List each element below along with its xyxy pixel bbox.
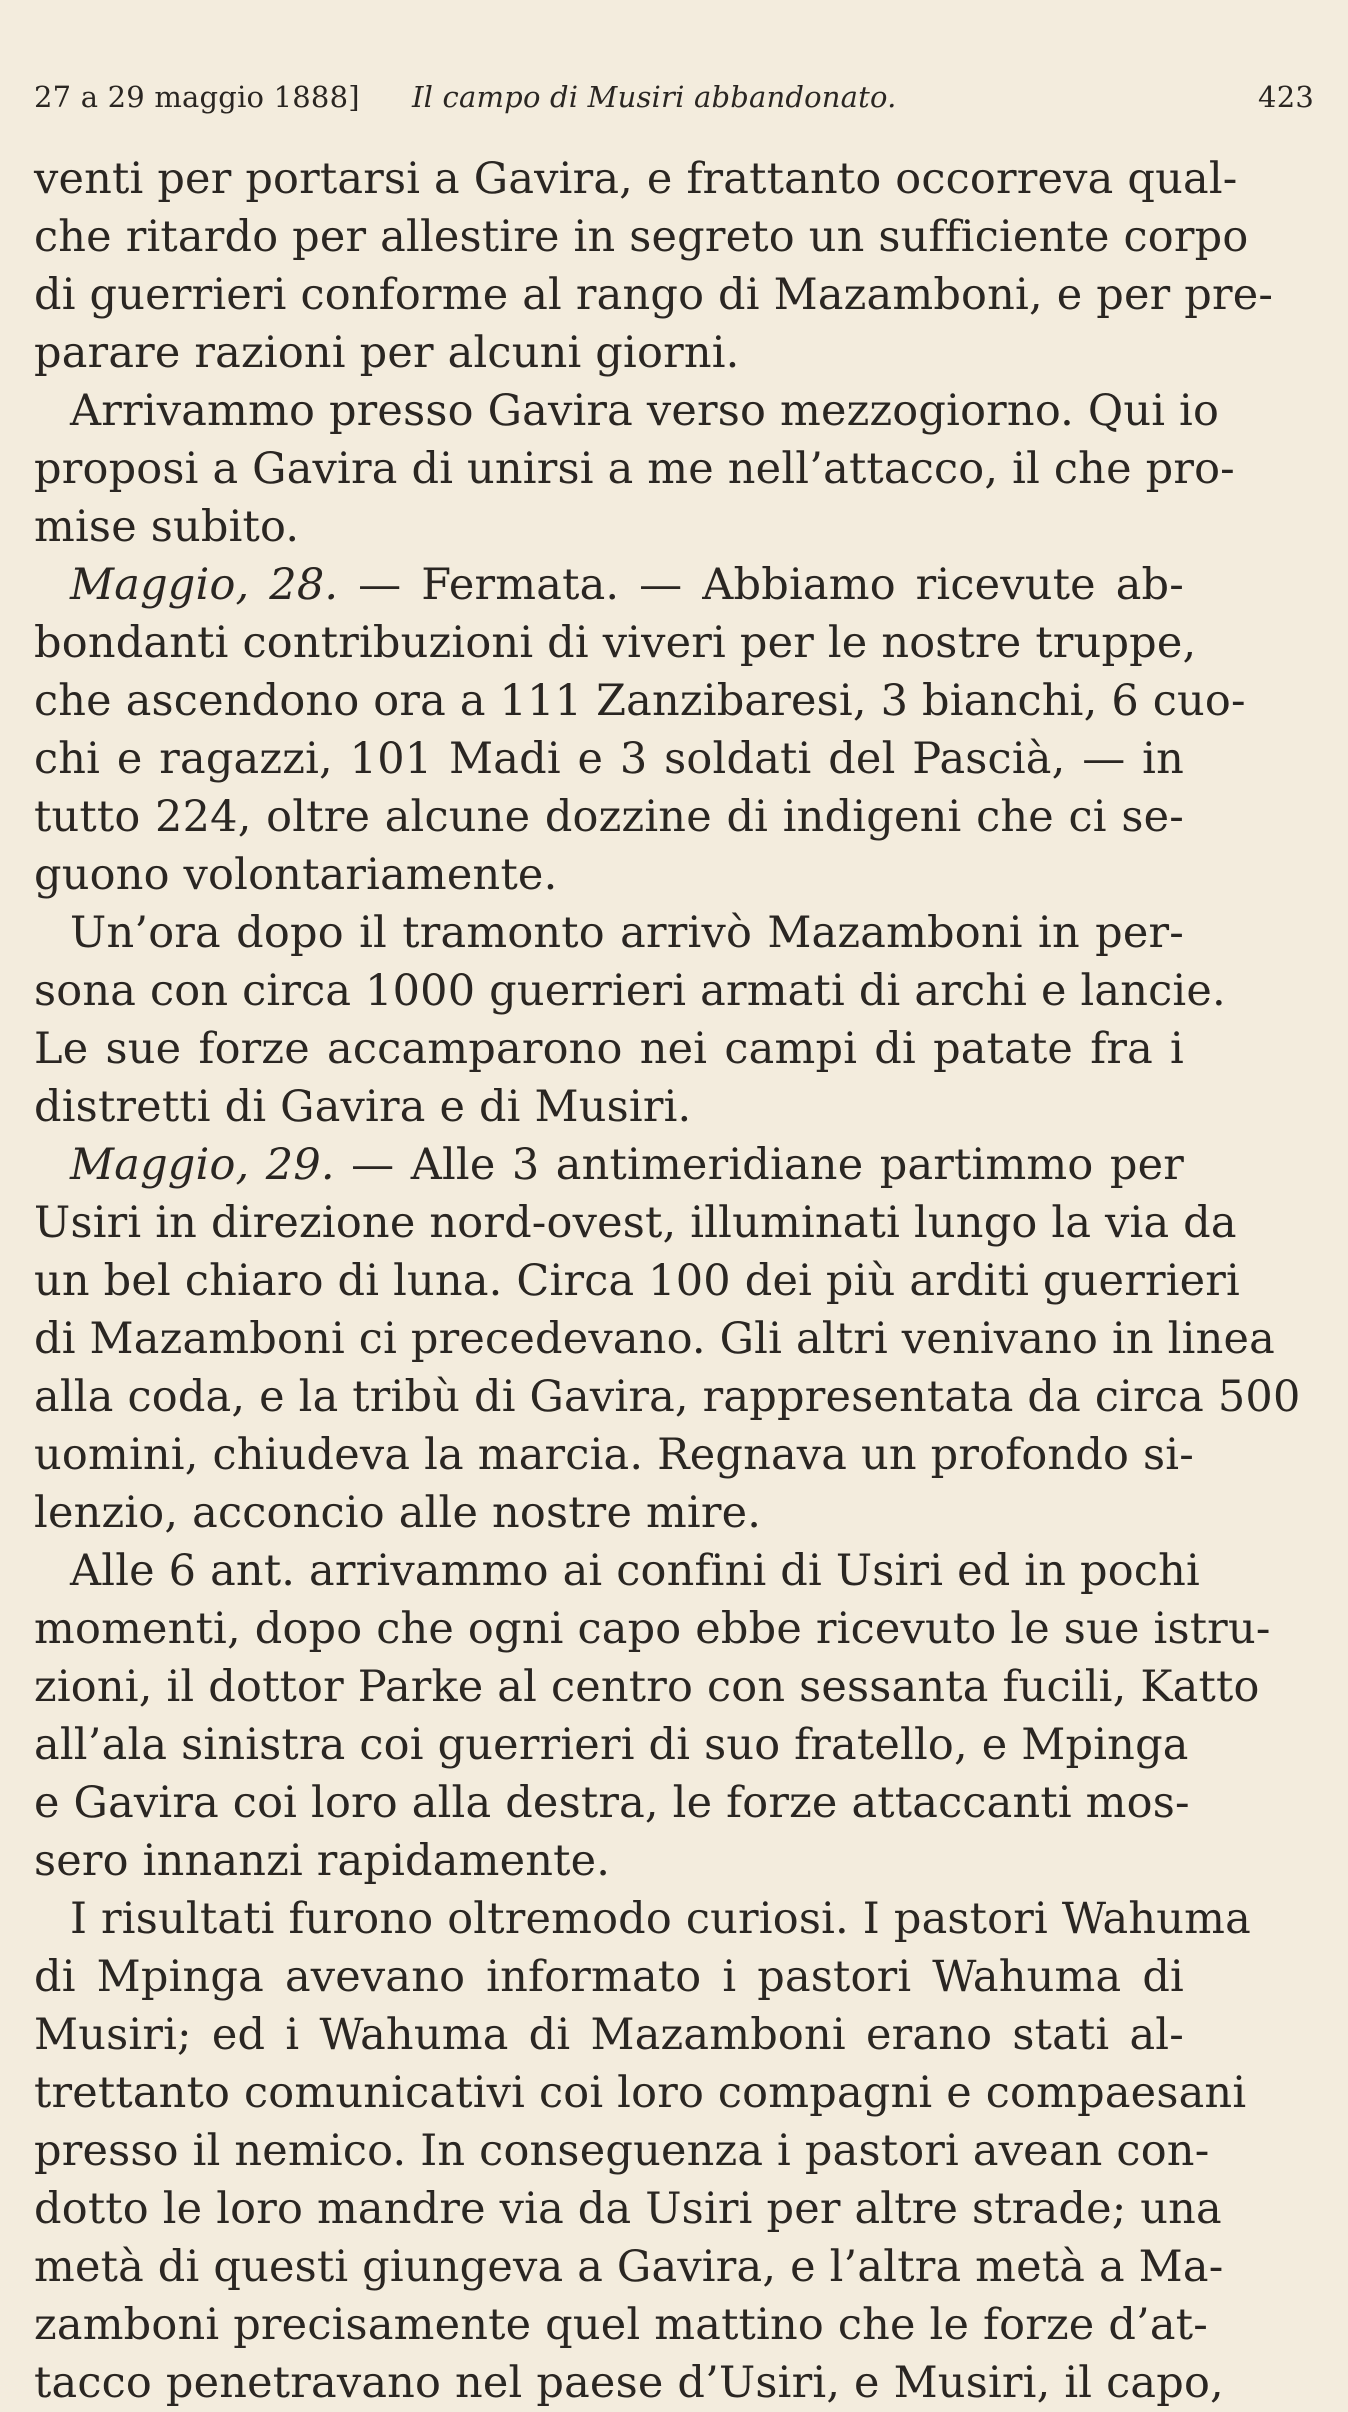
line-text: venti per portarsi a Gavira, e frattanto occorreva qual- bbox=[34, 154, 1238, 204]
text-line bbox=[34, 1832, 1184, 1890]
text-line bbox=[34, 672, 1246, 730]
text-line bbox=[34, 1078, 1184, 1136]
line-text: alla coda, e la tribù di Gavira, rappresentata da circa 500 bbox=[34, 1372, 1301, 1422]
line-text: — Alle 3 antimeridiane partimmo per bbox=[334, 1140, 1184, 1190]
text-line bbox=[34, 1600, 1271, 1658]
text-line bbox=[34, 1136, 1184, 1194]
line-text: parare razioni per alcuni giorni. bbox=[34, 328, 740, 378]
line-text: un bel chiaro di luna. Circa 100 dei più arditi guerrieri bbox=[34, 1256, 1241, 1306]
line-text: Musiri; ed i Wahuma di Mazamboni erano stati al- bbox=[34, 2010, 1184, 2060]
text-line bbox=[34, 1658, 1260, 1716]
text-line bbox=[34, 962, 1226, 1020]
line-text: dotto le loro mandre via da Usiri per altre strade; una bbox=[34, 2184, 1222, 2234]
text-line bbox=[34, 2238, 1224, 2296]
text-line bbox=[34, 730, 1184, 788]
line-text: guono volontariamente. bbox=[34, 850, 558, 900]
line-text: proposi a Gavira di unirsi a me nell’attacco, il che pro- bbox=[34, 444, 1235, 494]
text-line bbox=[34, 2122, 1210, 2180]
text-line bbox=[34, 1020, 1184, 1078]
text-line bbox=[34, 2354, 1224, 2412]
line-text: Un’ora dopo il tramonto arrivò Mazamboni in per- bbox=[70, 908, 1184, 958]
text-line bbox=[34, 1368, 1301, 1426]
text-line bbox=[34, 1252, 1241, 1310]
line-text: Usiri in direzione nord-ovest, illuminati lungo la via da bbox=[34, 1198, 1237, 1248]
text-line bbox=[34, 2064, 1247, 2122]
running-head bbox=[34, 80, 1314, 120]
text-line bbox=[34, 266, 1274, 324]
text-line bbox=[34, 1426, 1194, 1484]
line-text: di Mpinga avevano informato i pastori Wahuma di bbox=[34, 1952, 1184, 2002]
text-line bbox=[34, 324, 1184, 382]
text-line bbox=[34, 2180, 1222, 2238]
text-line bbox=[34, 1194, 1237, 1252]
text-line bbox=[34, 556, 1184, 614]
line-text: lenzio, acconcio alle nostre mire. bbox=[34, 1488, 762, 1538]
line-text: I risultati furono oltremodo curiosi. I pastori Wahuma bbox=[70, 1894, 1251, 1944]
text-line bbox=[34, 904, 1184, 962]
header-title: Il campo di Musiri abbandonato. bbox=[412, 80, 897, 114]
page-number: 423 bbox=[1258, 80, 1314, 114]
line-text: trettanto comunicativi coi loro compagni e compaesani bbox=[34, 2068, 1247, 2118]
date-entry: Maggio, 29. bbox=[70, 1140, 335, 1190]
line-text: metà di questi giungeva a Gavira, e l’altra metà a Ma- bbox=[34, 2242, 1224, 2292]
line-text: di guerrieri conforme al rango di Mazamboni, e per pre- bbox=[34, 270, 1274, 320]
line-text: bondanti contribuzioni di viveri per le nostre truppe, bbox=[34, 618, 1197, 668]
line-text: — Fermata. — Abbiamo ricevute ab- bbox=[338, 560, 1184, 610]
line-text: chi e ragazzi, 101 Madi e 3 soldati del Pascià, — in bbox=[34, 734, 1184, 784]
line-text: zamboni precisamente quel mattino che le forze d’at- bbox=[34, 2300, 1208, 2350]
text-line bbox=[34, 1890, 1251, 1948]
line-text: Arrivammo presso Gavira verso mezzogiorno. Qui io bbox=[70, 386, 1220, 436]
header-dates: 27 a 29 maggio 1888] bbox=[34, 80, 360, 114]
line-text: distretti di Gavira e di Musiri. bbox=[34, 1082, 692, 1132]
text-line bbox=[34, 1542, 1200, 1600]
line-text: tacco penetravano nel paese d’Usiri, e Musiri, il capo, bbox=[34, 2358, 1224, 2408]
line-text: che ascendono ora a 111 Zanzibaresi, 3 bianchi, 6 cuo- bbox=[34, 676, 1246, 726]
line-text: sona con circa 1000 guerrieri armati di archi e lancie. bbox=[34, 966, 1226, 1016]
line-text: tutto 224, oltre alcune dozzine di indigeni che ci se- bbox=[34, 792, 1184, 842]
line-text: all’ala sinistra coi guerrieri di suo fratello, e Mpinga bbox=[34, 1720, 1189, 1770]
text-line bbox=[34, 150, 1238, 208]
line-text: che ritardo per allestire in segreto un sufficiente corpo bbox=[34, 212, 1249, 262]
text-line bbox=[34, 498, 1184, 556]
line-text: zioni, il dottor Parke al centro con sessanta fucili, Katto bbox=[34, 1662, 1260, 1712]
text-line bbox=[34, 846, 1184, 904]
text-line bbox=[34, 440, 1235, 498]
text-line bbox=[34, 1716, 1189, 1774]
text-line bbox=[34, 614, 1197, 672]
text-line bbox=[34, 2296, 1208, 2354]
line-text: di Mazamboni ci precedevano. Gli altri venivano in linea bbox=[34, 1314, 1275, 1364]
line-text: sero innanzi rapidamente. bbox=[34, 1836, 611, 1886]
date-entry: Maggio, 28. bbox=[70, 560, 339, 610]
line-text: mise subito. bbox=[34, 502, 300, 552]
line-text: presso il nemico. In conseguenza i pastori avean con- bbox=[34, 2126, 1210, 2176]
text-line bbox=[34, 2006, 1184, 2064]
text-line bbox=[34, 1948, 1184, 2006]
line-text: Alle 6 ant. arrivammo ai confini di Usiri ed in pochi bbox=[70, 1546, 1200, 1596]
body-text bbox=[34, 150, 1301, 2412]
text-line bbox=[34, 1484, 1184, 1542]
text-line bbox=[34, 1774, 1190, 1832]
text-line bbox=[34, 788, 1184, 846]
text-line bbox=[34, 208, 1249, 266]
text-line bbox=[34, 382, 1220, 440]
line-text: Le sue forze accamparono nei campi di patate fra i bbox=[34, 1024, 1184, 1074]
line-text: uomini, chiudeva la marcia. Regnava un profondo si- bbox=[34, 1430, 1194, 1480]
line-text: e Gavira coi loro alla destra, le forze attaccanti mos- bbox=[34, 1778, 1190, 1828]
text-line bbox=[34, 1310, 1275, 1368]
line-text: momenti, dopo che ogni capo ebbe ricevuto le sue istru- bbox=[34, 1604, 1271, 1654]
